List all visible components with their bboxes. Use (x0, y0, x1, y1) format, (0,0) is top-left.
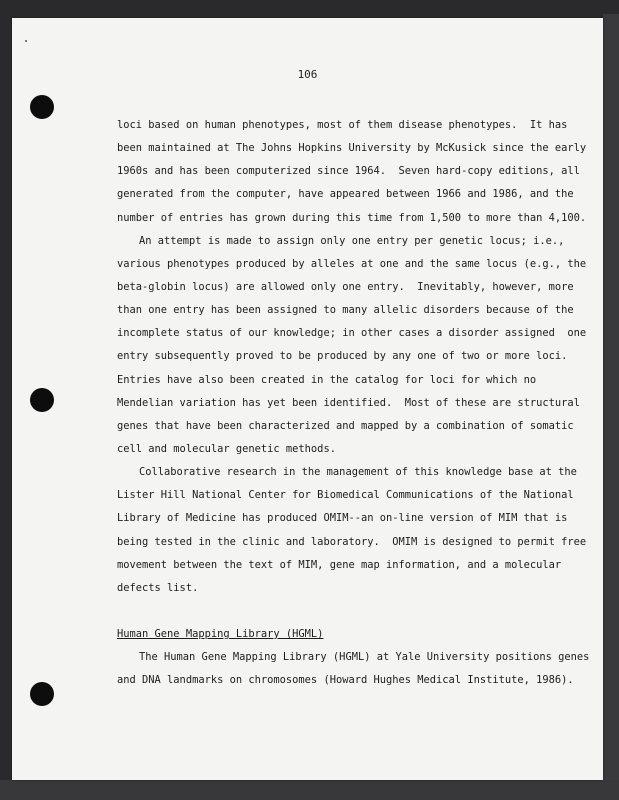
text-line: genes that have been characterized and mapped by a combination of somatic (117, 419, 574, 432)
text-line: and DNA landmarks on chromosomes (Howard Hughes Medical Institute, 1986). (117, 674, 574, 687)
text-line: cell and molecular genetic methods. (117, 442, 336, 455)
text-line: generated from the computer, have appeared between 1966 and 1986, and the (117, 188, 574, 201)
text-line: 1960s and has been computerized since 1964. Seven hard-copy editions, all (117, 165, 580, 178)
text-line: being tested in the clinic and laboratory. OMIM is designed to permit free (117, 535, 587, 548)
text-line: Entries have also been created in the catalog for loci for which no (117, 373, 537, 386)
paragraph-gap (117, 600, 562, 623)
text-line: than one entry has been assigned to many allelic disorders because of the (117, 304, 574, 317)
document-page (12, 18, 603, 780)
text-line: defects list. (117, 581, 199, 594)
scan-edge-right (603, 14, 619, 800)
text-line: beta-globin locus) are allowed only one entry. Inevitably, however, more (117, 280, 574, 293)
text-line: Library of Medicine has produced OMIM--an on-line version of MIM that is (117, 512, 568, 525)
text-line: loci based on human phenotypes, most of them disease phenotypes. It has (117, 119, 568, 131)
text-line: various phenotypes produced by alleles at one and the same locus (e.g., the (117, 257, 587, 270)
text-line: been maintained at The Johns Hopkins University by McKusick since the early (117, 142, 587, 155)
scan-speck (25, 40, 27, 42)
page-number: 106 (297, 68, 318, 81)
scan-edge-bottom (0, 780, 619, 800)
binder-hole-bottom (30, 682, 54, 706)
text-line: entry subsequently proved to be produced by any one of two or more loci. (117, 350, 568, 363)
text-line: The Human Gene Mapping Library (HGML) at Yale University positions genes (139, 651, 590, 664)
binder-hole-top (30, 95, 54, 119)
text-line: incomplete status of our knowledge; in other cases a disorder assigned one (117, 327, 587, 340)
binder-hole-middle (30, 388, 54, 412)
text-line: Mendelian variation has yet been identified. Most of these are structural (117, 396, 580, 409)
text-line: Lister Hill National Center for Biomedical Communications of the National (117, 489, 574, 502)
section-heading-text: Human Gene Mapping Library (HGML) (117, 627, 324, 640)
text-line: movement between the text of MIM, gene map information, and a molecular (117, 558, 562, 571)
section-heading (117, 623, 562, 646)
text-line: number of entries has grown during this time from 1,500 to more than 4,100. (117, 211, 587, 224)
text-line: An attempt is made to assign only one entry per genetic locus; i.e., (139, 234, 565, 247)
body-text (117, 114, 590, 692)
text-line: Collaborative research in the management of this knowledge base at the (139, 466, 577, 479)
